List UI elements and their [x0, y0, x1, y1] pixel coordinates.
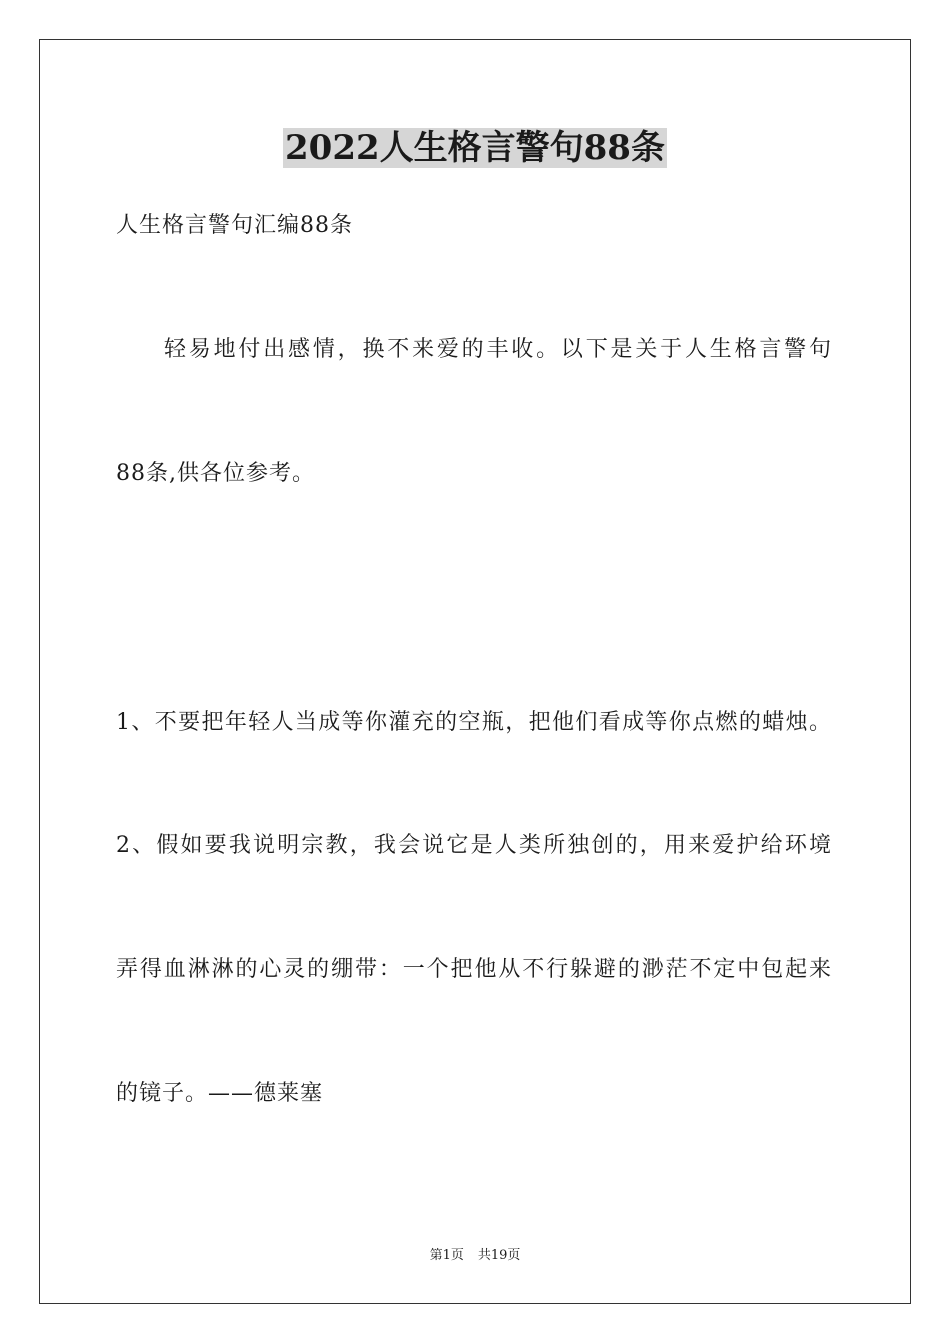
- subtitle-text: 人生格言警句汇编88条: [116, 213, 353, 238]
- page-total: 共19页: [477, 1248, 521, 1263]
- intro-paragraph-line-2: 88条,供各位参考。: [116, 461, 315, 486]
- list-item-1: 1、不要把年轻人当成等你灌充的空瓶，把他们看成等你点燃的蜡烛。: [116, 710, 832, 735]
- list-item-2-line-3: 的镜子。——德莱塞: [116, 1081, 324, 1106]
- title-text: 2022人生格言警句88条: [285, 128, 665, 168]
- intro-paragraph-line-1: 轻易地付出感情，换不来爱的丰收。以下是关于人生格言警句: [164, 337, 832, 362]
- list-item-2-line-2: 弄得血淋淋的心灵的绷带：一个把他从不行躲避的渺茫不定中包起来: [116, 957, 832, 982]
- document-title: [0, 126, 950, 170]
- list-item-2-line-1: 2、假如要我说明宗教，我会说它是人类所独创的，用来爱护给环境: [116, 833, 832, 858]
- page-footer: [0, 1247, 950, 1265]
- page-number: 第1页: [429, 1248, 464, 1263]
